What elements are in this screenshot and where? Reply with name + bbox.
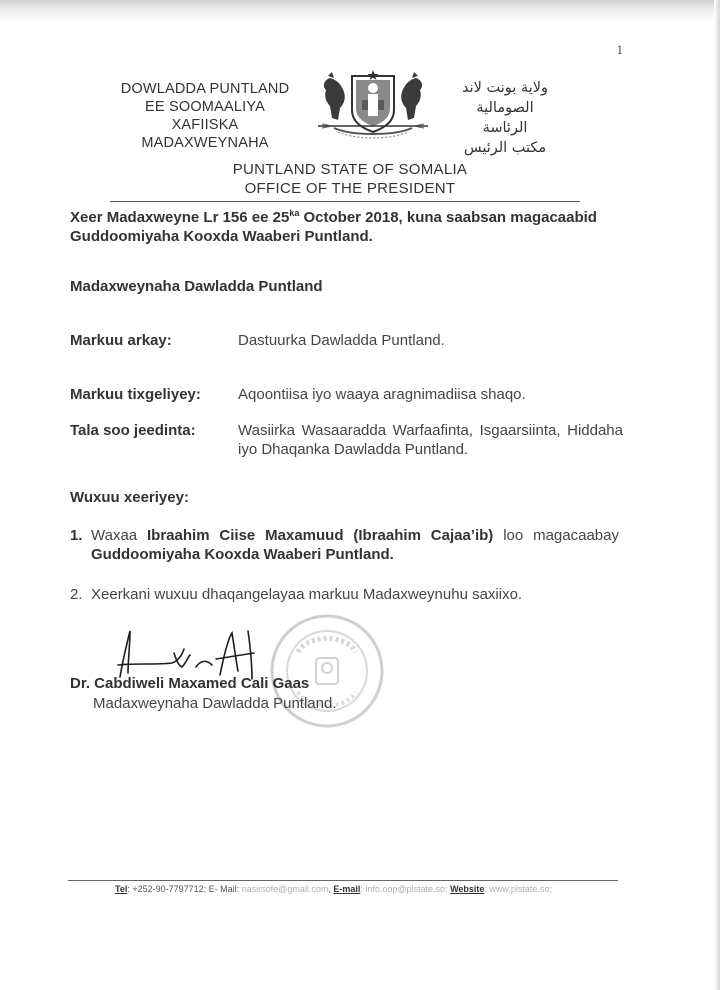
signatory-name: Dr. Cabdiweli Maxamed Cali Gaas	[70, 675, 310, 692]
header-somali-line: EE SOOMAALIYA	[145, 99, 265, 115]
page-number: 1	[616, 42, 623, 57]
header-somali-line: MADAXWEYNAHA	[141, 135, 269, 151]
header-somali-line: DOWLADDA PUNTLAND	[120, 81, 290, 97]
consideration-label: Markuu arkay:	[70, 332, 172, 349]
item-middle: loo magacaabay	[493, 527, 619, 544]
header-english-line: OFFICE OF THE PRESIDENT	[244, 180, 456, 197]
subject-part1: Xeer Madaxweyne Lr 156 ee 25	[70, 209, 290, 226]
appointee-name: Ibraahim Ciise Maxamuud (Ibraahim Cajaa’ib)	[147, 527, 494, 544]
decreed-heading: Wuxuu xeeriyey:	[70, 489, 189, 506]
item-text	[91, 526, 619, 564]
website-label: Website	[450, 884, 485, 894]
scan-edge-top	[0, 0, 720, 22]
header-somali	[100, 80, 310, 152]
footer-divider	[68, 880, 618, 881]
scan-edge-right	[714, 0, 720, 990]
website-value: : www.plstate.so;	[484, 884, 552, 894]
signatory-title: Madaxweynaha Dawladda Puntland.	[93, 695, 337, 712]
email-address-2: : info.oop@plstate.so;	[360, 884, 448, 894]
subject-superscript: ka	[289, 208, 300, 218]
item-text: Xeerkani wuxuu dhaqangelayaa markuu Madaxweynuhu saxiixo.	[91, 586, 523, 603]
header-arabic-line: مكتب الرئيس	[463, 140, 547, 156]
header-arabic-line: الصومالية	[476, 100, 534, 116]
consideration-value: Wasiirka Wasaaradda Warfaafinta, Isgaarsiinta, Hiddaha iyo Dhaqanka Dawladda Puntland.	[238, 422, 623, 458]
header-english-line: PUNTLAND STATE OF SOMALIA	[232, 161, 468, 178]
subject-part2: October 2018, kuna saabsan magacaabid Guddoomiyaha Kooxda Waaberi Puntland.	[70, 209, 597, 245]
tel-value: : +252-90-7797712; E- Mail:	[127, 884, 242, 894]
puntland-coat-of-arms-icon	[312, 70, 434, 148]
appointed-position: Guddoomiyaha Kooxda Waaberi Puntland.	[91, 546, 394, 563]
item-number: 1.	[70, 527, 83, 544]
office-seal-stamp-icon	[268, 612, 386, 730]
item-prefix: Waxaa	[91, 527, 148, 544]
header-arabic-line: ولاية بونت لاند	[461, 80, 549, 96]
consideration-label: Tala soo jeedinta:	[70, 422, 196, 439]
consideration-value: Aqoontiisa iyo waaya aragnimadiisa shaqo.	[238, 386, 526, 403]
header-divider	[110, 201, 580, 202]
issuer-heading: Madaxweynaha Dawladda Puntland	[70, 278, 323, 295]
footer-contacts: Tel: +252-90-7797712; E- Mail: nasirsofe@gmail.com, E-mail: info.oop@plstate.so; Website: www.plstate.so;	[115, 884, 552, 894]
email-address-1: nasirsofe@gmail.com	[241, 884, 329, 894]
consideration-label: Markuu tixgeliyey:	[70, 386, 201, 403]
header-english	[160, 160, 540, 198]
consideration-value: Dastuurka Dawladda Puntland.	[238, 332, 445, 349]
header-somali-line: XAFIISKA	[171, 117, 239, 133]
header-arabic-line: الرئاسة	[482, 120, 528, 136]
header-arabic	[440, 78, 570, 158]
tel-label: Tel	[115, 884, 128, 894]
item-number: 2.	[70, 586, 83, 603]
email-label: E-mail	[333, 884, 361, 894]
decree-subject	[70, 204, 630, 246]
